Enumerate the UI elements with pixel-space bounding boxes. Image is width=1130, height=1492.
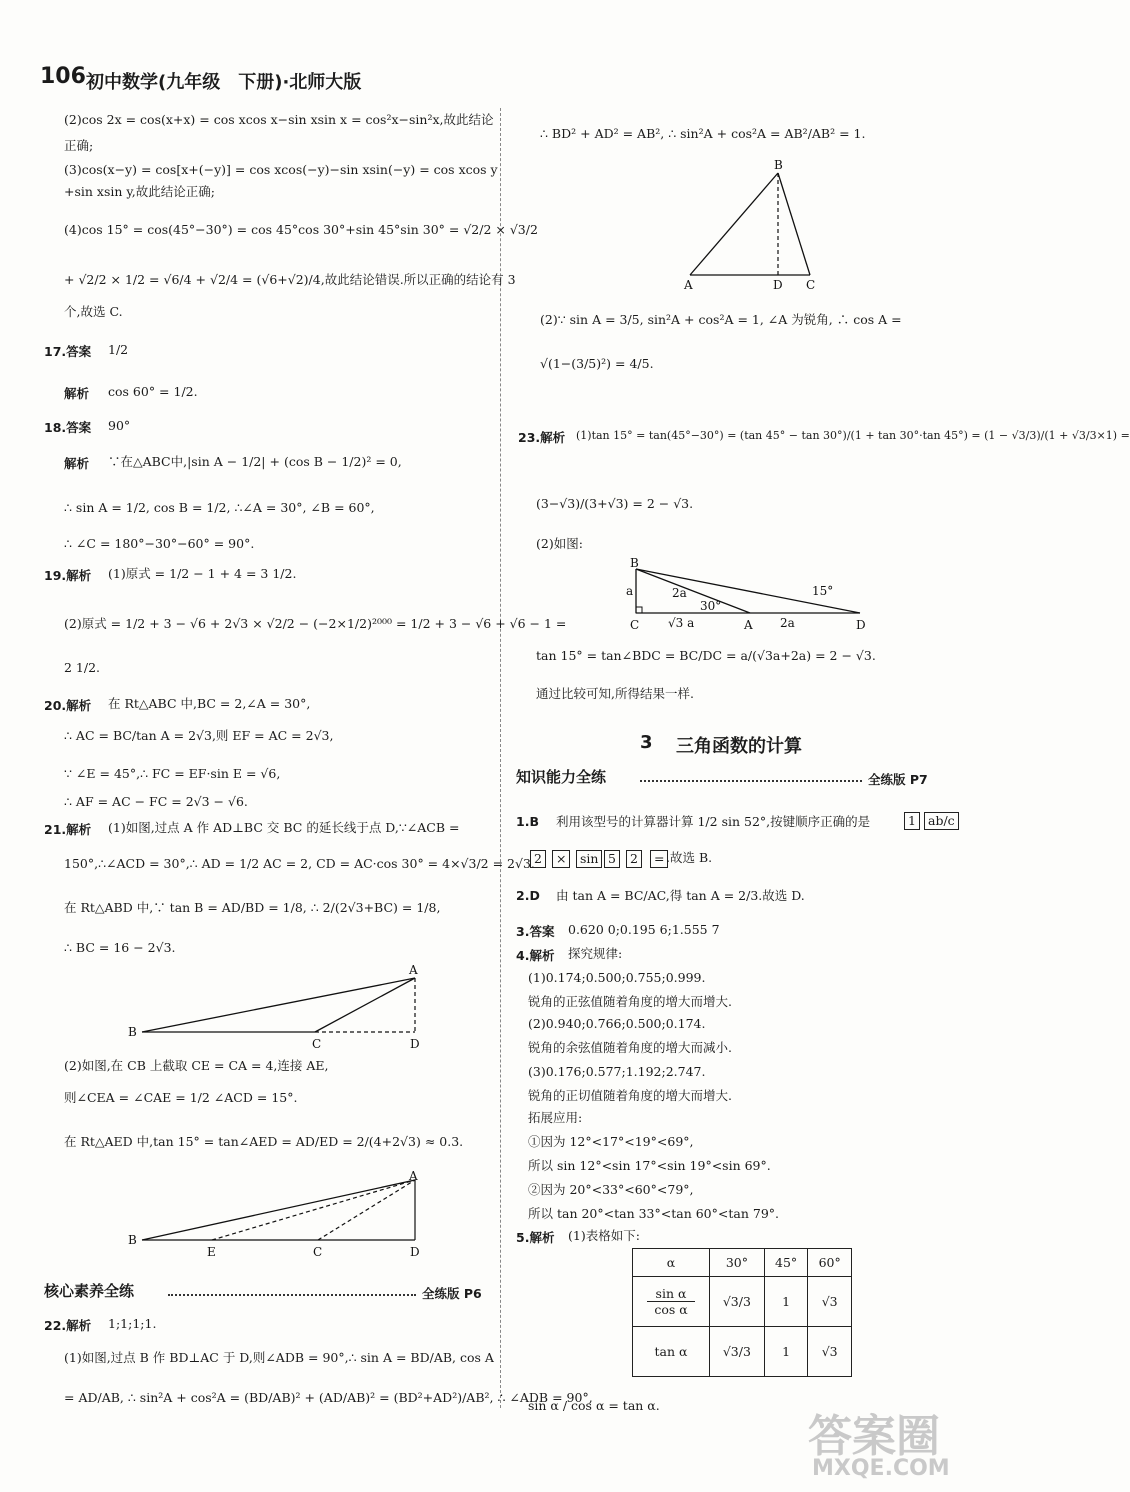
page-title: 初中数学(九年级 下册)·北师大版 (86, 72, 362, 93)
text-line: +sin xsin y,故此结论正确; (64, 184, 215, 199)
table-cell: √3 (808, 1327, 852, 1377)
fig23-label-15deg: 15° (812, 584, 834, 598)
table-row-label: tan α (633, 1327, 710, 1377)
chapter-number: 3 (640, 732, 653, 753)
text-line: (4)cos 15° = cos(45°−30°) = cos 45°cos 30°+sin 45°sin 30° = √2/2 × √3/2 (64, 222, 538, 237)
q18-jiexi: 解析 (64, 456, 90, 471)
text-line: .故选 B. (666, 850, 713, 865)
section-know: 知识能力全练 (516, 768, 607, 786)
trig-table (632, 1248, 852, 1377)
page-number: 106 (40, 64, 86, 89)
text-line: (2)如图,在 CB 上截取 CE = CA = 4,连接 AE, (64, 1058, 329, 1073)
fig21a-label-c: C (312, 1037, 322, 1051)
text-line: 由 tan A = BC/AC,得 tan A = 2/3.故选 D. (556, 888, 805, 903)
figure-23 (620, 555, 880, 635)
text-line: 0.620 0;0.195 6;1.555 7 (568, 922, 720, 937)
row-label-bot: cos α (654, 1302, 688, 1317)
text-line: ∴ AC = BC/tan A = 2√3,则 EF = AC = 2√3, (64, 728, 334, 743)
text-line: (2)如图: (536, 536, 583, 551)
fig22-label-b: B (774, 158, 783, 172)
watermark-url: MXQE.COM (812, 1456, 950, 1481)
calc-key: × (552, 850, 570, 868)
text-line: 2 1/2. (64, 660, 101, 675)
text-line: ∴ AF = AC − FC = 2√3 − √6. (64, 794, 248, 809)
text-line: 探究规律: (568, 946, 623, 961)
text-line: ∴ ∠C = 180°−30°−60° = 90°. (64, 536, 255, 551)
fig21b-label-d: D (410, 1245, 420, 1259)
text-line: (3−√3)/(3+√3) = 2 − √3. (536, 496, 694, 511)
q1-label: 1.B (516, 814, 539, 829)
fig23-label-d: D (856, 618, 866, 632)
table-cell: √3 (808, 1277, 852, 1327)
fig21b-label-a: A (409, 1169, 418, 1183)
section-core-ref: 全练版 P6 (422, 1286, 482, 1301)
text-line: sin α / cos α = tan α. (528, 1398, 660, 1413)
section-dots (168, 1294, 416, 1296)
text-line: 在 Rt△ABD 中,∵ tan B = AD/BD = 1/8, ∴ 2/(2√3+BC) = 1/8, (64, 900, 441, 915)
text-line: ∴ sin A = 1/2, cos B = 1/2, ∴∠A = 30°, ∠B = 60°, (64, 500, 375, 515)
fig23-label-b: B (630, 556, 639, 570)
table-head: α (633, 1249, 710, 1277)
table-cell: √3/3 (710, 1327, 765, 1377)
text-line: 1;1;1;1. (108, 1316, 157, 1331)
text-line: (2)cos 2x = cos(x+x) = cos xcos x−sin xsin x = cos²x−sin²x,故此结论 (64, 112, 494, 127)
fig23-label-2a-hyp: 2a (672, 586, 687, 600)
table-row-label (633, 1277, 710, 1327)
q2-label: 2.D (516, 888, 540, 903)
text-line: (3)0.176;0.577;1.192;2.747. (528, 1064, 706, 1079)
watermark-logo: 答案圈 (808, 1411, 940, 1462)
text-line: ∴ BD² + AD² = AB², ∴ sin²A + cos²A = AB²/AB² = 1. (540, 126, 866, 141)
fig22-label-a: A (684, 278, 693, 292)
fig21a-label-b: B (128, 1025, 137, 1039)
fig23-label-a: A (744, 618, 753, 632)
fig23-label-a-side: a (626, 584, 634, 598)
text-line: = AD/AB, ∴ sin²A + cos²A = (BD/AB)² + (AD/AB)² = (BD²+AD²)/AB², ∴ ∠ADB = 90°, (64, 1390, 593, 1405)
text-line: √(1−(3/5)²) = 4/5. (540, 356, 654, 371)
fig23-label-c: C (630, 618, 640, 632)
figure-22 (670, 155, 830, 295)
fig21a-label-d: D (410, 1037, 420, 1051)
calc-key: 2 (626, 850, 642, 868)
calc-key: ab/c (924, 812, 959, 830)
text-line: ②因为 20°<33°<60°<79°, (528, 1182, 694, 1197)
figure-21b (120, 1170, 440, 1260)
text-line: (1)如图,过点 A 作 AD⊥BC 交 BC 的延长线于点 D,∵∠ACB = (108, 820, 460, 835)
calc-key: sin (576, 850, 602, 868)
table-cell: 1 (764, 1327, 808, 1377)
q18-text: ∵在△ABC中,|sin A − 1/2| + (cos B − 1/2)² = 0, (108, 454, 402, 469)
text-line: (1)原式 = 1/2 − 1 + 4 = 3 1/2. (108, 566, 297, 581)
text-line: 则∠CEA = ∠CAE = 1/2 ∠ACD = 15°. (64, 1090, 298, 1105)
text-line: (2)0.940;0.766;0.500;0.174. (528, 1016, 706, 1031)
fig23-label-30deg: 30° (700, 599, 722, 613)
text-line: 所以 tan 20°<tan 33°<tan 60°<tan 79°. (528, 1206, 779, 1221)
text-line: (1)表格如下: (568, 1228, 640, 1243)
table-head: 30° (710, 1249, 765, 1277)
text-line: 所以 sin 12°<sin 17°<sin 19°<sin 69°. (528, 1158, 771, 1173)
q20-label: 20.解析 (44, 698, 92, 713)
q4-label: 4.解析 (516, 948, 555, 963)
text-line: 锐角的正切值随着角度的增大而增大. (528, 1088, 732, 1103)
fig21b-label-e: E (207, 1245, 216, 1259)
fig23-label-root3a: √3 a (668, 616, 695, 630)
q21-label: 21.解析 (44, 822, 92, 837)
text-line: 锐角的正弦值随着角度的增大而增大. (528, 994, 732, 1009)
q18-answer: 90° (108, 418, 131, 433)
fig21b-label-b: B (128, 1233, 137, 1247)
text-line: 150°,∴∠ACD = 30°,∴ AD = 1/2 AC = 2, CD = AC·cos 30° = 4×√3/2 = 2√3. (64, 856, 535, 871)
fig22-label-d: D (773, 278, 783, 292)
text-line: 利用该型号的计算器计算 1/2 sin 52°,按键顺序正确的是 (556, 814, 871, 829)
text-line: ∴ BC = 16 − 2√3. (64, 940, 176, 955)
table-cell: 1 (764, 1277, 808, 1327)
calc-key: = (650, 850, 668, 868)
text-line: 锐角的余弦值随着角度的增大而减小. (528, 1040, 732, 1055)
section-dots (640, 780, 862, 782)
q23-label: 23.解析 (518, 430, 566, 445)
column-divider (500, 108, 501, 1408)
q22-label: 22.解析 (44, 1318, 92, 1333)
q17-text: cos 60° = 1/2. (108, 384, 198, 399)
q5-label: 5.解析 (516, 1230, 555, 1245)
text-line: (1)tan 15° = tan(45°−30°) = (tan 45° − tan 30°)/(1 + tan 30°·tan 45°) = (1 − √3/3)/(1 + √3/3×1) = (576, 429, 1130, 442)
text-line: tan 15° = tan∠BDC = BC/DC = a/(√3a+2a) = 2 − √3. (536, 648, 876, 663)
text-line: (2)∵ sin A = 3/5, sin²A + cos²A = 1, ∠A 为锐角, ∴ cos A = (540, 312, 902, 327)
fig22-label-c: C (806, 278, 816, 292)
text-line: 在 Rt△ABC 中,BC = 2,∠A = 30°, (108, 696, 311, 711)
calc-key: 2 (530, 850, 546, 868)
text-line: 正确; (64, 138, 94, 153)
text-line: + √2/2 × 1/2 = √6/4 + √2/4 = (√6+√2)/4,故此结论错误.所以正确的结论有 3 (64, 272, 516, 287)
text-line: ∵ ∠E = 45°,∴ FC = EF·sin E = √6, (64, 766, 281, 781)
text-line: 在 Rt△AED 中,tan 15° = tan∠AED = AD/ED = 2/(4+2√3) ≈ 0.3. (64, 1134, 464, 1149)
q17-label: 17.答案 (44, 344, 92, 359)
text-line: (2)原式 = 1/2 + 3 − √6 + 2√3 × √2/2 − (−2×1/2)²⁰⁰⁰ = 1/2 + 3 − √6 + √6 − 1 = (64, 616, 567, 631)
fig21a-label-a: A (409, 963, 418, 977)
text-line: 拓展应用: (528, 1110, 583, 1125)
section-know-ref: 全练版 P7 (868, 772, 928, 787)
text-line: (1)0.174;0.500;0.755;0.999. (528, 970, 706, 985)
text-line: 通过比较可知,所得结果一样. (536, 686, 694, 701)
figure-21a (120, 960, 440, 1050)
calc-key: 1 (904, 812, 920, 830)
q18-label: 18.答案 (44, 420, 92, 435)
q3-label: 3.答案 (516, 924, 555, 939)
row-label-top: sin α (647, 1286, 695, 1302)
text-line: (1)如图,过点 B 作 BD⊥AC 于 D,则∠ADB = 90°,∴ sin A = BD/AB, cos A (64, 1350, 494, 1365)
fig21b-label-c: C (313, 1245, 323, 1259)
text-line: ①因为 12°<17°<19°<69°, (528, 1134, 694, 1149)
fig23-label-2a-base: 2a (780, 616, 795, 630)
q19-label: 19.解析 (44, 568, 92, 583)
chapter-title: 三角函数的计算 (676, 736, 802, 757)
text-line: (3)cos(x−y) = cos[x+(−y)] = cos xcos(−y)−sin xsin(−y) = cos xcos y (64, 162, 498, 177)
table-head: 60° (808, 1249, 852, 1277)
calc-key: 5 (604, 850, 620, 868)
section-core: 核心素养全练 (44, 1282, 135, 1300)
table-cell: √3/3 (710, 1277, 765, 1327)
text-line: 个,故选 C. (64, 304, 123, 319)
table-head: 45° (764, 1249, 808, 1277)
q17-jiexi: 解析 (64, 386, 90, 401)
q17-answer: 1/2 (108, 342, 129, 357)
